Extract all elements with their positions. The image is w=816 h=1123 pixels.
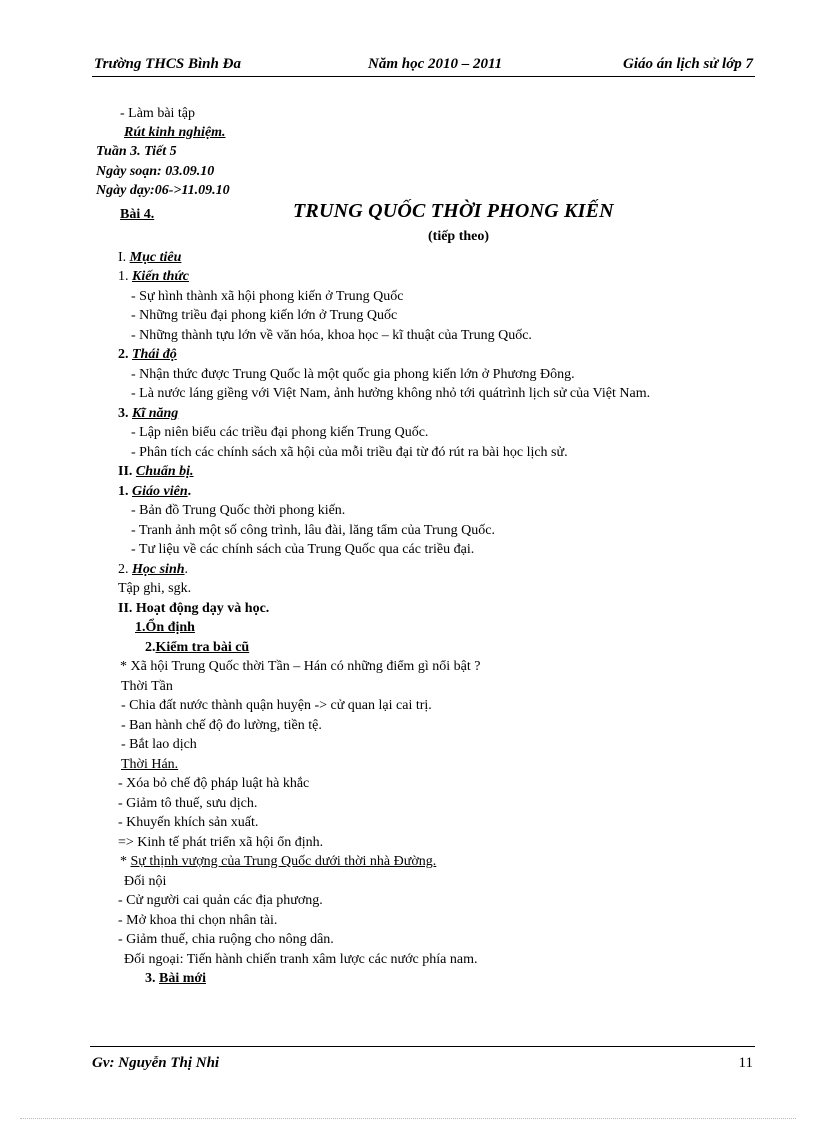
qin-label: Thời Tần bbox=[121, 679, 173, 694]
header-subject: Giáo án lịch sử lớp 7 bbox=[623, 56, 753, 72]
list-item: - Lập niên biểu các triều đại phong kiến Trung Quốc. bbox=[131, 425, 429, 440]
list-item: - Cử người cai quản các địa phương. bbox=[118, 893, 323, 908]
taught-date: Ngày dạy:06->11.09.10 bbox=[96, 183, 230, 198]
domestic-label: Đối nội bbox=[124, 874, 167, 889]
list-item: - Giảm tô thuế, sưu dịch. bbox=[118, 796, 258, 811]
review-question: * Xã hội Trung Quốc thời Tần – Hán có những điểm gì nổi bật ? bbox=[120, 659, 481, 674]
old-lesson-check-heading: 2.Kiểm tra bài cũ bbox=[145, 640, 250, 655]
list-item: - Ban hành chế độ đo lường, tiền tệ. bbox=[121, 718, 322, 733]
teacher-heading: 1. Giáo viên. bbox=[118, 484, 192, 499]
list-item: - Sự hình thành xã hội phong kiến ở Trung Quốc bbox=[131, 289, 404, 304]
list-item: => Kinh tế phát triển xã hội ổn định. bbox=[118, 835, 324, 850]
new-lesson-label: Bài mới bbox=[159, 971, 207, 986]
homework-line: - Làm bài tập bbox=[120, 106, 196, 121]
skills-heading: 3. Kĩ năng bbox=[118, 406, 179, 421]
objectives-heading: I. Mục tiêu bbox=[118, 250, 182, 265]
old-lesson-check-label: Kiểm tra bài cũ bbox=[155, 640, 250, 655]
preparation-heading-label: Chuẩn bị. bbox=[135, 464, 194, 479]
list-item: - Giảm thuế, chia ruộng cho nông dân. bbox=[118, 932, 334, 947]
knowledge-heading-label: Kiến thức bbox=[132, 269, 190, 284]
page-footer bbox=[90, 1046, 755, 1075]
list-item: - Là nước láng giềng với Việt Nam, ảnh hưởng không nhỏ tới quátrình lịch sử của Việt Nam. bbox=[131, 386, 651, 401]
list-item: - Bắt lao dịch bbox=[121, 737, 197, 752]
page-edge-divider bbox=[20, 1118, 796, 1119]
header-school-year: Năm học 2010 – 2011 bbox=[368, 56, 503, 72]
lesson-number: Bài 4. bbox=[120, 207, 155, 222]
lesson-subtitle: (tiếp theo) bbox=[428, 229, 490, 244]
lesson-title: TRUNG QUỐC THỜI PHONG KIẾN bbox=[293, 200, 614, 222]
page-header bbox=[92, 54, 755, 77]
skills-heading-label: Kĩ năng bbox=[132, 406, 179, 421]
attitude-heading: 2. Thái độ bbox=[118, 347, 177, 362]
list-item: - Nhận thức được Trung Quốc là một quốc gia phong kiến lớn ở Phương Đông. bbox=[131, 367, 575, 382]
preparation-heading: II. Chuẩn bị. bbox=[118, 464, 194, 479]
week-line: Tuần 3. Tiết 5 bbox=[96, 144, 177, 159]
student-materials: Tập ghi, sgk. bbox=[118, 581, 192, 596]
foreign-policy: Đối ngoại: Tiến hành chiến tranh xâm lược các nước phía nam. bbox=[124, 952, 478, 967]
tang-heading-label: Sự thịnh vượng của Trung Quốc dưới thời nhà Đường. bbox=[130, 854, 437, 869]
student-heading-label: Học sinh bbox=[132, 562, 185, 577]
objectives-heading-label: Mục tiêu bbox=[129, 250, 182, 265]
knowledge-heading: 1. Kiến thức bbox=[118, 269, 190, 284]
list-item: - Những thành tựu lớn về văn hóa, khoa học – kĩ thuật của Trung Quốc. bbox=[131, 328, 532, 343]
list-item: - Xóa bỏ chế độ pháp luật hà khắc bbox=[118, 776, 310, 791]
list-item: - Tư liệu về các chính sách của Trung Quốc qua các triều đại. bbox=[131, 542, 475, 557]
header-school: Trường THCS Bình Đa bbox=[94, 56, 241, 72]
list-item: - Mở khoa thi chọn nhân tài. bbox=[118, 913, 278, 928]
list-item: - Phân tích các chính sách xã hội của mỗi triều đại từ đó rút ra bài học lịch sử. bbox=[131, 445, 568, 460]
list-item: - Tranh ảnh một số công trình, lâu đài, lăng tẩm của Trung Quốc. bbox=[131, 523, 495, 538]
list-item: - Chia đất nước thành quận huyện -> cử quan lại cai trị. bbox=[121, 698, 432, 713]
student-heading: 2. Học sinh. bbox=[118, 562, 189, 577]
prepared-date: Ngày soạn: 03.09.10 bbox=[96, 164, 215, 179]
attitude-heading-label: Thái độ bbox=[132, 347, 177, 362]
list-item: - Bản đồ Trung Quốc thời phong kiến. bbox=[131, 503, 346, 518]
teacher-heading-label: Giáo viên bbox=[132, 484, 188, 499]
stabilize-heading: 1.Ổn định bbox=[135, 620, 195, 635]
page-number: 11 bbox=[738, 1055, 753, 1071]
new-lesson-heading: 3. Bài mới bbox=[145, 971, 207, 986]
list-item: - Những triều đại phong kiến lớn ở Trung Quốc bbox=[131, 308, 398, 323]
list-item: - Khuyến khích sản xuất. bbox=[118, 815, 259, 830]
experience-heading: Rút kinh nghiệm. bbox=[124, 125, 226, 140]
han-label: Thời Hán. bbox=[121, 757, 179, 772]
footer-teacher: Gv: Nguyễn Thị Nhi bbox=[92, 1055, 220, 1071]
activities-heading: II. Hoạt động dạy và học. bbox=[118, 601, 270, 616]
tang-heading: * Sự thịnh vượng của Trung Quốc dưới thời nhà Đường. bbox=[120, 854, 437, 869]
